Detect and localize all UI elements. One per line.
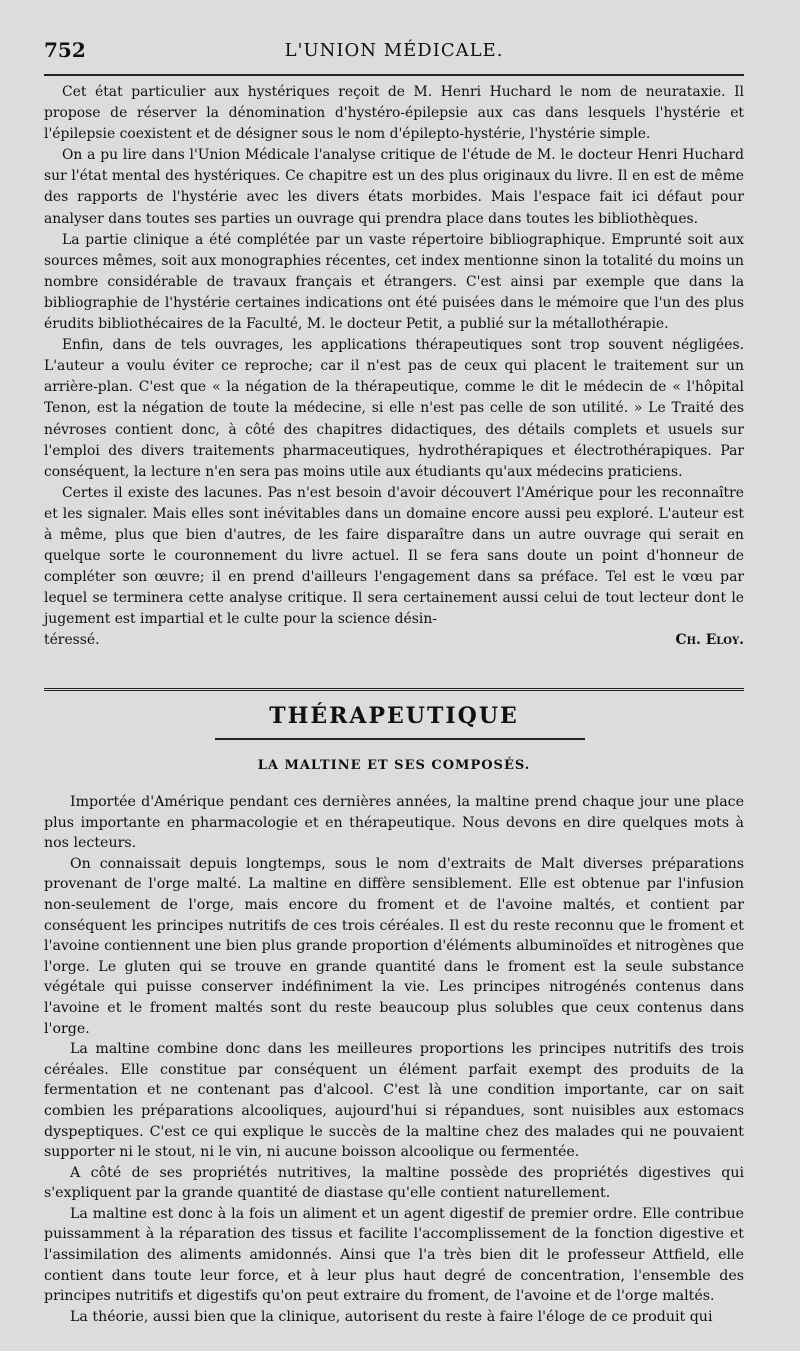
article-paragraph-4: A côté de ses propriétés nutritives, la maltine possède des propriétés digestives qui s'expliquent par la grande quantité de diastase qu'elle contient naturellement. (44, 1164, 744, 1202)
review-paragraph-4: Enfin, dans de tels ouvrages, les applications thérapeutiques sont trop souvent négligées. L'auteur a voulu éviter ce reproche; car il n'est pas de ceux qui placent le traitement sur un arrière-plan. C'est que « la négation de la thérapeutique, comme le dit le médecin de « l'hôpital Tenon, est la négation de toute la médecine, si elle n'est pas celle de son utilité. » Le Traité des névroses contient donc, à côté des chapitres didactiques, des détails complets et usuels sur l'emploi des divers traitements pharmaceutiques, hydrothérapiques et électrothérapiques. Par conséquent, la lecture n'en sera pas moins utile aux étudiants qu'aux médecins praticiens. (44, 337, 744, 480)
section-underline (215, 738, 585, 740)
page-header (44, 38, 744, 72)
page-number: 752 (44, 38, 86, 62)
review-paragraph-1: Cet état particulier aux hystériques reçoit de M. Henri Huchard le nom de neurataxie. Il propose de réserver la dénomination d'hystéro-épilepsie aux cas dans lesquels l'hystérie et l'épilepsie coexistent et de désigner sous le nom d'épilepto-hystérie, l'hystérie simple. (44, 84, 744, 143)
signature-line (44, 630, 744, 651)
article-title: LA MALTINE ET SES COMPOSÉS. (257, 758, 531, 773)
review-paragraph-3: La partie clinique a été complétée par un vaste répertoire bibliographique. Emprunté soit aux sources mêmes, soit aux monographies récentes, cet index mentionne sinon la totalité du moins un nombre considérable de travaux français et étrangers. C'est ainsi par exemple que dans la bibliographie de l'hystérie certaines indications ont été puisées dans le mémoire que l'un des plus érudits bibliothécaires de la Faculté, M. le docteur Petit, a publié sur la métallothérapie. (44, 231, 744, 333)
running-title: L'UNION MÉDICALE. (284, 40, 504, 61)
review-text (44, 82, 744, 652)
review-paragraph-2: On a pu lire dans l'Union Médicale l'analyse critique de l'étude de M. le docteur Henri Huchard sur l'état mental des hystériques. Ce chapitre est un des plus originaux du livre. Il en est de même des rapports de l'hystérie avec les divers états morbides. Mais l'espace fait ici défaut pour analyser dans toutes ses parties un ouvrage qui prendra place dans toutes les bibliothèques. (44, 147, 744, 227)
header-rule (44, 74, 744, 76)
article-paragraph-1: Importée d'Amérique pendant ces dernières années, la maltine prend chaque jour une place plus importante en pharmacologie et en thérapeutique. Nous devons en dire quelques mots à nos lecteurs. (44, 794, 744, 852)
article-paragraph-2: On connaissait depuis longtemps, sous le nom d'extraits de Malt diverses préparations provenant de l'orge malté. La maltine en diffère sensiblement. Elle est obtenue par l'infusion non-seulement de l'orge, mais encore du froment et de l'avoine maltés, et contient par conséquent les principes nutritifs de ces trois céréales. Il est du reste reconnu que le froment et l'avoine contiennent une bien plus grande proportion d'éléments albuminoïdes et nitrogènes que l'orge. Le gluten qui se trouve en grande quantité dans le froment est la seule substance végétale qui puisse conserver indéfiniment la vie. Les principes nitrogénés contenus dans l'avoine et le froment maltés sont du reste beaucoup plus solubles que ceux contenus dans l'orge. (44, 855, 744, 1037)
author-signature: Ch. Eloy. (675, 632, 744, 649)
review-last-line: téressé. (44, 632, 100, 649)
review-paragraph-5: Certes il existe des lacunes. Pas n'est besoin d'avoir découvert l'Amérique pour les reconnaître et les signaler. Mais elles sont inévitables dans un domaine encore aussi peu exploré. L'auteur est à même, plus que bien d'autres, de les faire disparaître dans un autre ouvrage qui serait en quelque sorte le couronnement du livre actuel. Il se fera sans doute un point d'honneur de compléter son œuvre; il en prend d'ailleurs l'engagement dans sa préface. Tel est le vœu par lequel se terminera cette analyse critique. Il sera certainement aussi celui de tout lecteur dont le jugement est impartial et le culte pour la science désin- (44, 484, 744, 628)
article-paragraph-3: La maltine combine donc dans les meilleures proportions les principes nutritifs des trois céréales. Elle constitue par conséquent un élément parfait exempt des produits de la fermentation et ne contenant pas d'alcool. C'est là une condition importante, car on sait combien les préparations alcooliques, aujourd'hui si répandues, sont nuisibles aux estomacs dyspeptiques. C'est ce qui explique le succès de la maltine chez des malades qui ne pouvaient supporter ni le stout, ni le vin, ni aucune boisson alcoolique ou fermentée. (44, 1041, 744, 1161)
article-paragraph-5: La maltine est donc à la fois un aliment et un agent digestif de premier ordre. Elle contribue puissamment à la réparation des tissus et facilite l'accomplissement de la fonction digestive et l'assimilation des aliments amidonnés. Ainsi que l'a très bien dit le professeur Attfield, elle contient dans toute leur force, et à leur plus haut degré de concentration, l'ensemble des principes nutritifs et digestifs qu'on peut extraire du froment, de l'avoine et de l'orge maltés. (44, 1205, 744, 1305)
section-divider (44, 688, 744, 695)
section-title: THÉRAPEUTIQUE (269, 703, 519, 729)
article-paragraph-6: La théorie, aussi bien que la clinique, autorisent du reste à faire l'éloge de ce produit qui (70, 1308, 713, 1325)
article-text (44, 792, 744, 1327)
